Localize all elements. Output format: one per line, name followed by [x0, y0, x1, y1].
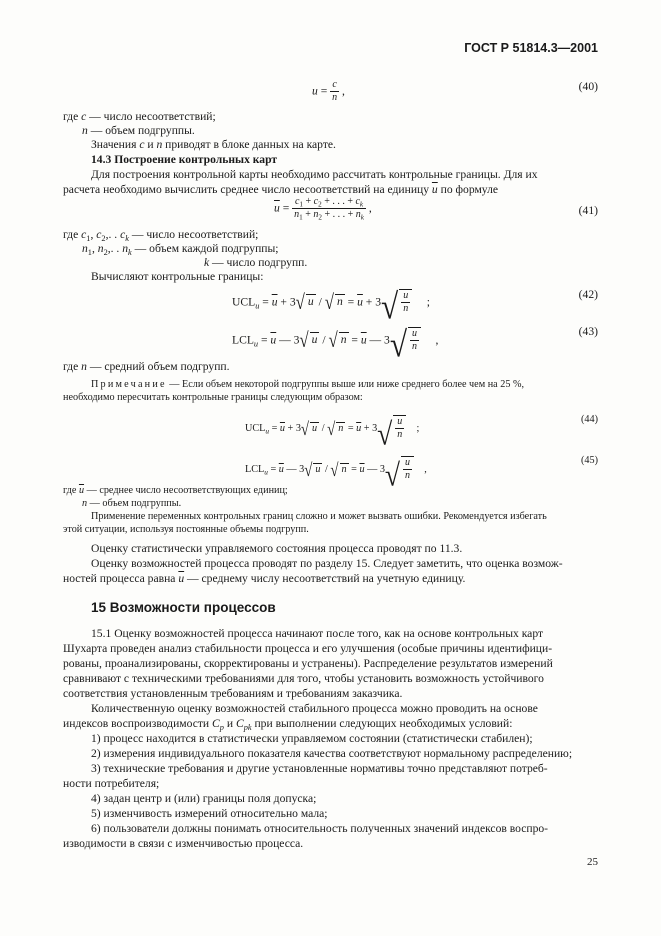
paragraph-line: Оценку статистически управляемого состояния процесса проводят по 11.3. [91, 542, 463, 555]
equation-number-43: (43) [578, 325, 598, 338]
list-item: 1) процесс находится в статистически управляемом состоянии (статистически стабилен); [91, 732, 533, 745]
page-number: 25 [587, 856, 598, 868]
equation-number-44: (44) [581, 414, 598, 425]
list-item: 4) задан центр и (или) границы поля допуска; [91, 792, 317, 805]
paragraph-line: индексов воспроизводимости $C_p$ и $C_{pk}$ при выполнении следующих необходимых условий: [63, 717, 513, 732]
equation-42: $UCL_u = \overline{u} + 3√$ u / √ $n = \overline{u} + 3√$ $\frac{u}{n}$ ; [232, 286, 430, 327]
list-item: 3) технические требования и другие установленные нормативы точно представляют потреб- [91, 762, 548, 775]
note-line: необходимо пересчитать контрольные границы следующим образом: [63, 392, 363, 403]
list-item: ности потребителя; [63, 777, 160, 790]
paragraph-line: сравнивают с техническими требованиями для того, чтобы установить возможность устойчивого [63, 672, 544, 685]
definition-line: n — объем подгруппы. [82, 498, 182, 509]
equation-number-41: (41) [578, 204, 598, 217]
definition-line: n — объем подгруппы. [82, 124, 195, 137]
paragraph-line: где n — средний объем подгрупп. [63, 360, 230, 373]
equation-number-42: (42) [578, 288, 598, 301]
section-title-15: 15 Возможности процессов [91, 600, 276, 615]
definition-line: k — число подгрупп. [204, 256, 308, 269]
document-code: ГОСТ Р 51814.3—2001 [464, 41, 598, 55]
section-title-14-3: 14.3 Построение контрольных карт [91, 153, 278, 166]
equation-number-40: (40) [578, 80, 598, 93]
paragraph-line: Для построения контрольной карты необходимо рассчитать контрольные границы. Для их [91, 168, 538, 181]
list-item: изводимости в связи с изменчивостью процесса. [63, 837, 304, 850]
paragraph-line: Значения c и n приводят в блоке данных на карте. [91, 138, 336, 151]
definition-line: где $\overline{u}$ — среднее число несоответствующих единиц; [63, 485, 288, 496]
paragraph-line: соответствия установленным требованиям и требованиям заказчика. [63, 687, 403, 700]
paragraph-line: 15.1 Оценку возможностей процесса начинают после того, как на основе контрольных карт [91, 627, 544, 640]
equation-41: $\overline{u}$ = $\frac{c_1 + c_2 + . . . + c_k}{n_1 + n_2 + . . . + n_k}$ , [274, 196, 372, 222]
equation-45: $LCL_u = \overline{u}$ — 3√ u / √ $n = \overline{u}$ — 3√ $\frac{u}{n}$ , [245, 456, 427, 493]
definition-line: где $c_1$, $c_2$,. . $c_k$ — число несоответствий; [63, 228, 259, 243]
paragraph-line: расчета необходимо вычислить среднее число несоответствий на единицу $\overline{u}$ по формуле [63, 183, 499, 196]
note-label: Примечание [91, 379, 167, 390]
note-line: Применение переменных контрольных границ сложно и может вызвать ошибки. Рекомендуется избегать [91, 511, 547, 522]
paragraph-line: рованы, проанализированы, скорректированы и устранены). Распределение результатов измерений [63, 657, 553, 670]
paragraph-line: Вычисляют контрольные границы: [91, 270, 264, 283]
equation-40: u = $\frac{c}{n}$ , [312, 79, 345, 104]
equation-44: $UCL_u = \overline{u} + 3√$ u / √ $n = \overline{u} + 3√$ $\frac{u}{n}$ ; [245, 415, 420, 452]
paragraph-line: Шухарта проведен анализ стабильности процесса и его улучшения (особые причины идентифици- [63, 642, 553, 655]
note-line: Примечание — Если объем некоторой подгруппы выше или ниже среднего более чем на 25 %, [91, 379, 524, 390]
paragraph-line: ностей процесса равна $\overline{u}$ — среднему числу несоответствий на учетную единицу. [63, 572, 466, 585]
equation-43: $LCL_u = \overline{u}$ — 3√ u / √ $n = \overline{u}$ — 3√ $\frac{u}{n}$ , [232, 324, 439, 365]
equation-number-45: (45) [581, 455, 598, 466]
paragraph-line: Оценку возможностей процесса проводят по разделу 15. Следует заметить, что оценка возмож- [91, 557, 563, 570]
list-item: 6) пользователи должны понимать относительность полученных значений индексов воспро- [91, 822, 549, 835]
definition-line: где c — число несоответствий; [63, 110, 216, 123]
note-line: этой ситуации, используя постоянные объемы подгрупп. [63, 524, 309, 535]
list-item: 5) изменчивость измерений относительно мала; [91, 807, 328, 820]
definition-line: $n_1$, $n_2$,. . $n_k$ — объем каждой подгруппы; [82, 242, 279, 257]
list-item: 2) измерения индивидуального показателя качества соответствуют нормальному распределению; [91, 747, 573, 760]
paragraph-line: Количественную оценку возможностей стабильного процесса можно проводить на основе [91, 702, 538, 715]
